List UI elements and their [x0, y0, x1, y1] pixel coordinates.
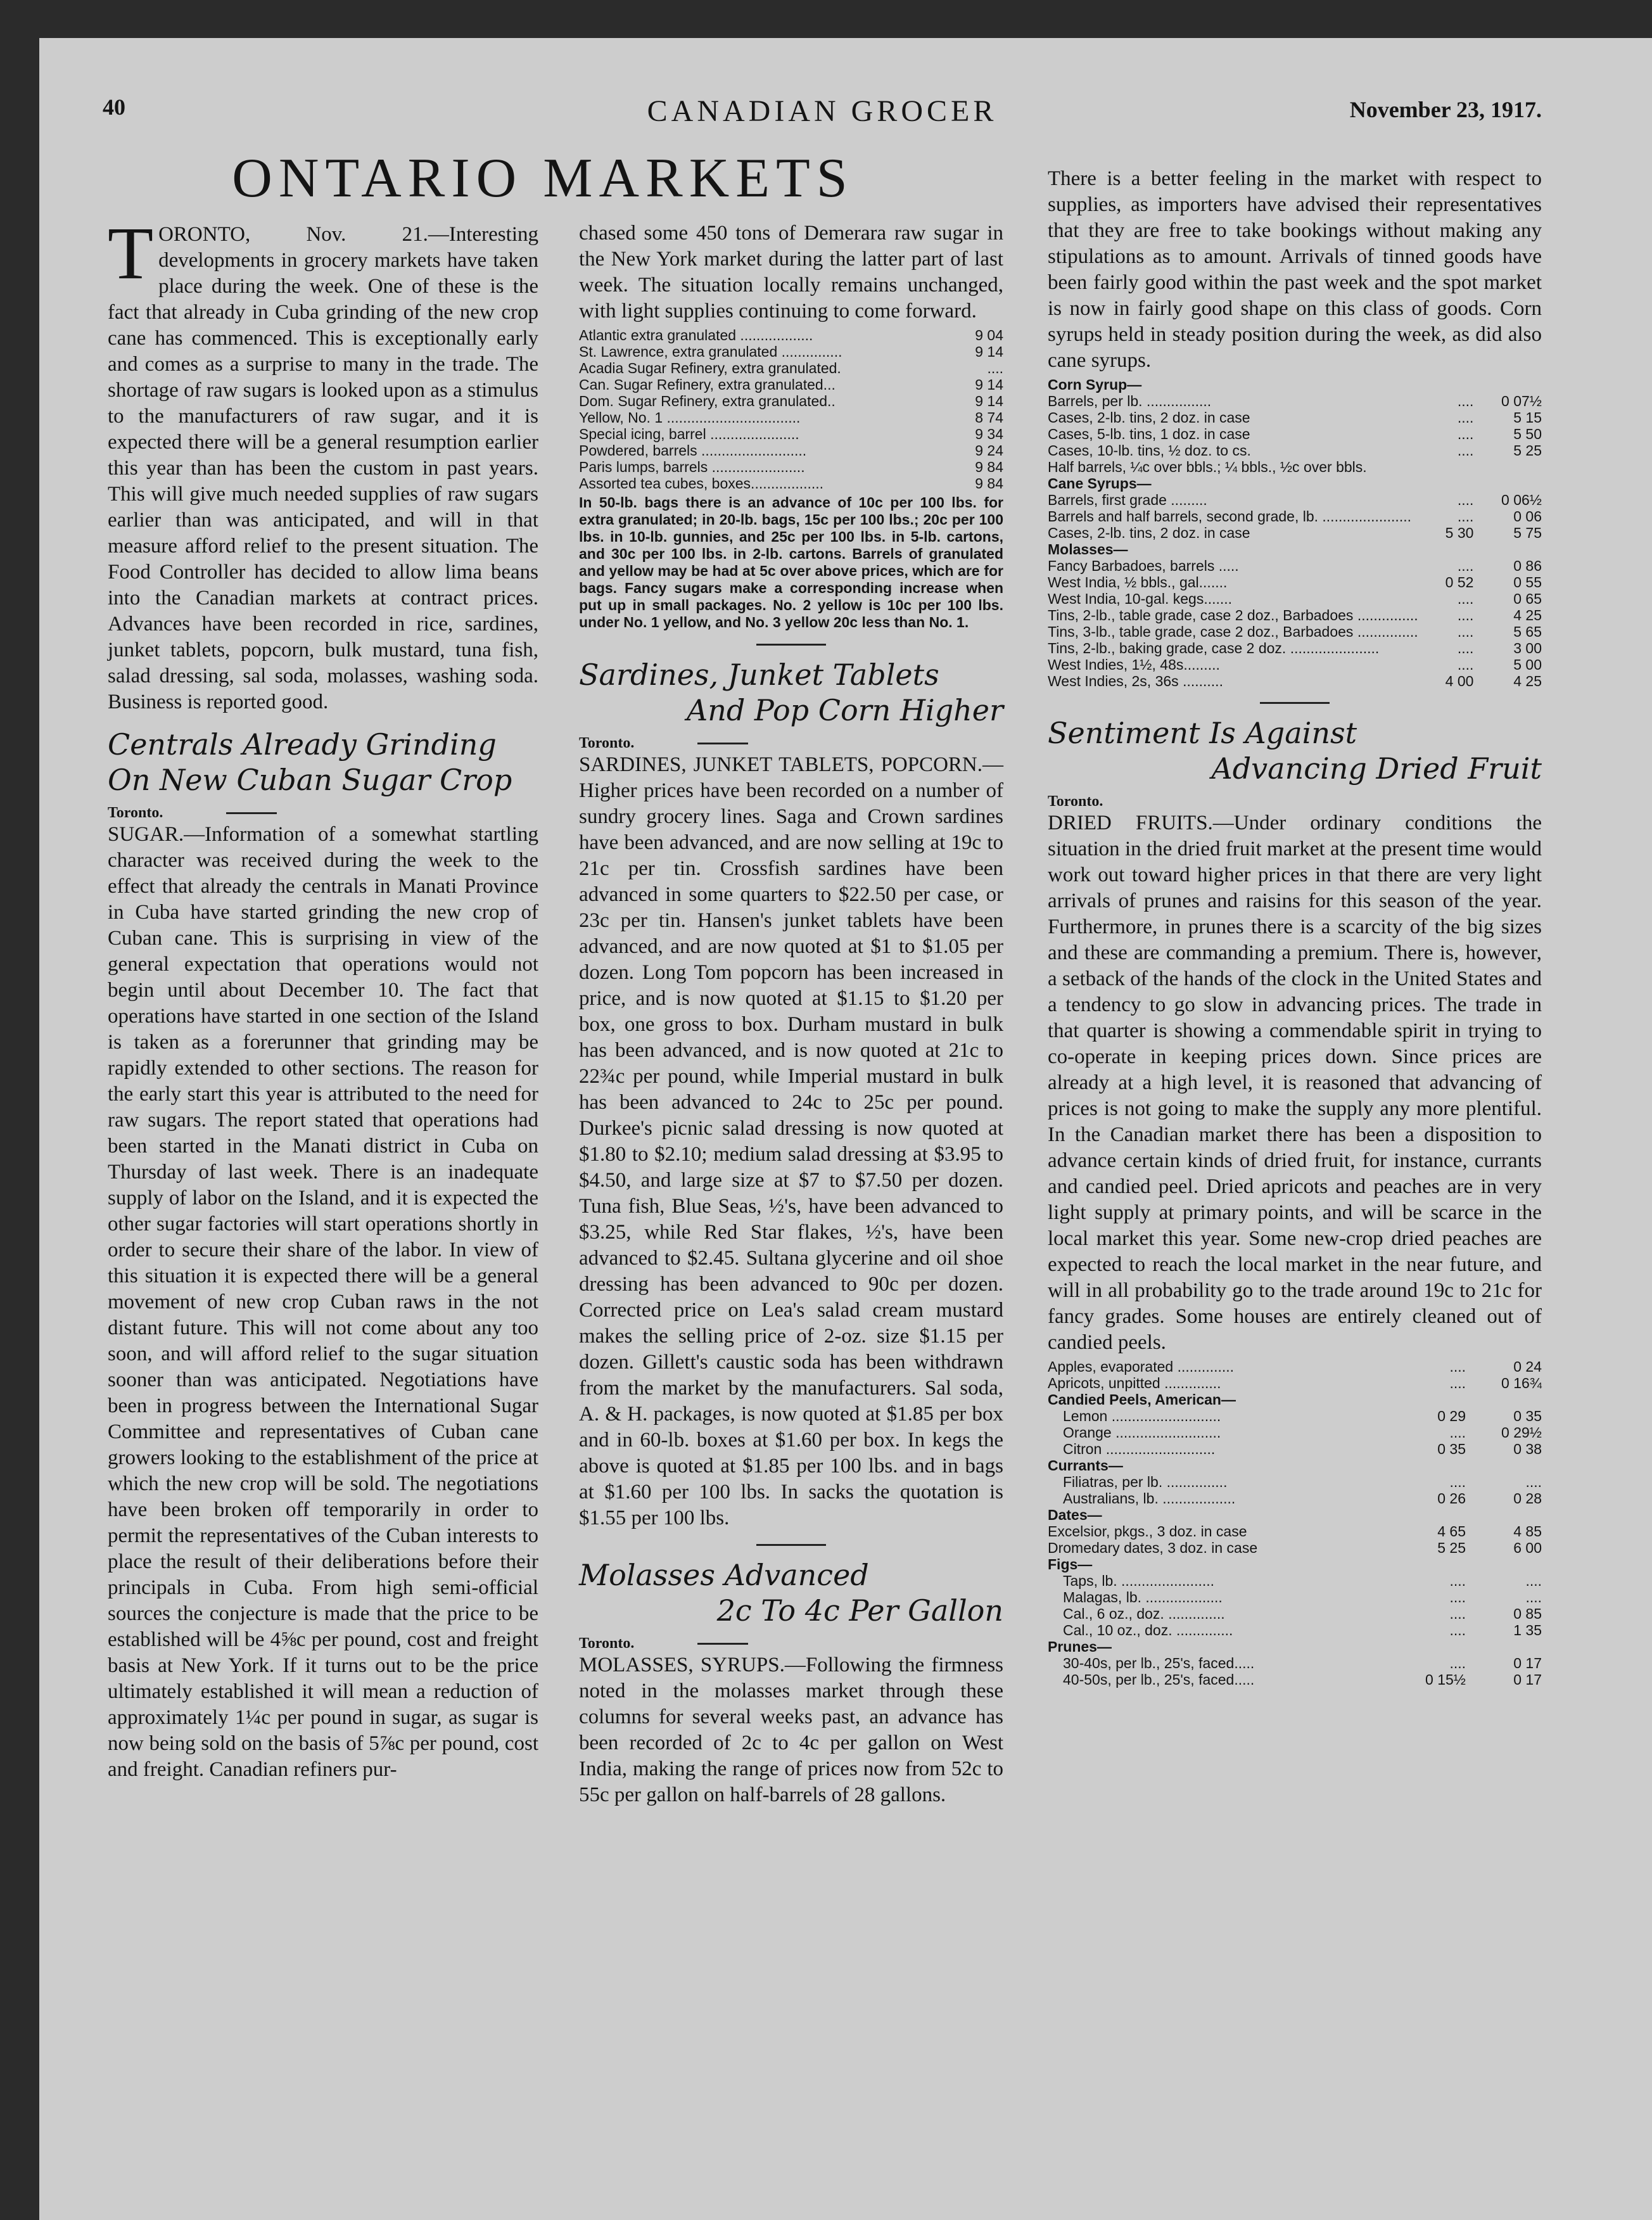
sardines-heading	[579, 657, 1003, 728]
sugar-note: In 50-lb. bags there is an advance of 10c per 100 lbs. for extra granulated; in 20-lb. bags, 15c per 100 lbs.; 20c per 100 lbs. in 10-lb. gunnies, and 25c per 100 lbs. in 5-lb. cartons, and 30c per 100 lbs. in 2-lb. cartons. Barrels of granulated and yellow may be had at 5c over above prices, which are for bags. Fancy sugars make a corresponding increase when put up in small packages. No. 2 yellow is 10c per 100 lbs. under No. 1 yellow, and No. 3 yellow 20c less than No. 1.	[579, 494, 1003, 630]
price-row	[1048, 607, 1542, 623]
price-row	[579, 376, 1003, 393]
price-row	[1048, 673, 1542, 689]
price-row	[579, 459, 1003, 475]
price-row	[1048, 525, 1542, 541]
sugar-text-1: SUGAR.—Information of a somewhat startling character was received during the week to the effect that already the centrals in Manati Province in Cuba have started grinding the new crop of Cuban cane. This is surprising in view of the general expectation that operations would not begin until about December 10. The fact that operations have started in one section of the Island is taken as a forerunner that grinding may be rapidly extended to other sections. The reason for the early start this year is attributed to the need for raw sugars. The report stated that operations had been started in the Manati district in Cuba on Thursday of last week. There is an inadequate supply of labor on the Island, and it is expected the other sugar factories will start operations shortly in order to secure their share of the labor. In view of this situation it is expected there will be a general movement of new crop Cuban raws in the not distant future. This will not come about any too soon, and will afford relief to the sugar situation sooner than was anticipated. Negotiations have been in progress between the International Sugar Committee and representatives of Cuban cane growers looking to the establishment of the price at which the new crop will be sold. The negotiations have been broken off temporarily in order to permit the representatives of the Cuban interests to place the result of their deliberations before their principals in Cuba. From high semi-official sources the conjecture is made that the price to be established will be 4⅝c per pound, cost and freight basis at New York. If it turns out to be the price ultimately established it will mean a reduction of approximately 1¼c per pound in sugar, as sugar is now being sold on the basis of 5⅞c per pound, cost and freight. Canadian refiners pur-	[108, 823, 538, 1781]
drop-cap: T	[108, 212, 154, 295]
price-item: Apricots, unpitted ..............	[1048, 1375, 1221, 1391]
price-row	[1048, 1490, 1542, 1507]
price-row	[1048, 1589, 1542, 1605]
price-high: 0 55	[1513, 574, 1542, 590]
dateline-text: Toronto.	[1048, 793, 1103, 810]
price-value: ....	[987, 360, 1003, 376]
price-low: 5 30	[1445, 525, 1474, 541]
sugar-price-table	[579, 327, 1003, 492]
price-row	[1048, 508, 1542, 525]
price-low: ....	[1449, 1655, 1466, 1671]
price-high	[1473, 475, 1542, 492]
price-item: West Indies, 1½, 48s.........	[1048, 656, 1220, 673]
price-high: 5 50	[1513, 426, 1542, 442]
column-1	[108, 212, 538, 1785]
price-row	[1048, 623, 1542, 640]
price-low	[1402, 1391, 1466, 1408]
price-row	[1048, 475, 1542, 492]
price-value: 9 84	[975, 475, 1003, 492]
price-high	[1473, 541, 1542, 558]
dateline-text: Toronto.	[108, 805, 163, 821]
price-row	[1048, 442, 1542, 459]
price-row	[579, 475, 1003, 492]
price-row	[1048, 1638, 1542, 1655]
price-row	[1048, 1441, 1542, 1457]
price-high	[1466, 1556, 1542, 1572]
price-item: Cal., 6 oz., doz. ..............	[1063, 1605, 1225, 1622]
price-high: 4 85	[1513, 1523, 1542, 1540]
price-row	[1048, 558, 1542, 574]
price-row	[1048, 1605, 1542, 1622]
price-item: Dom. Sugar Refinery, extra granulated..	[579, 393, 836, 409]
price-item: Yellow, No. 1 .................................	[579, 409, 801, 426]
price-item: Tins, 2-lb., baking grade, case 2 doz. ......................	[1048, 640, 1380, 656]
dried-heading	[1048, 715, 1542, 786]
price-low	[1418, 376, 1474, 393]
price-high: 0 06	[1513, 508, 1542, 525]
dried-dateline	[1048, 793, 1542, 810]
price-high: 0 17	[1513, 1655, 1542, 1671]
price-item: Prunes—	[1048, 1638, 1112, 1655]
price-low: 4 65	[1437, 1523, 1466, 1540]
price-row	[1048, 1424, 1542, 1441]
price-high: 5 25	[1513, 442, 1542, 459]
price-item: Candied Peels, American—	[1048, 1391, 1236, 1408]
price-low	[1402, 1556, 1466, 1572]
page-headline: ONTARIO MARKETS	[232, 148, 854, 209]
intro-text: ORONTO, Nov. 21.—Interesting developments in grocery markets have taken place during the week. One of these is the fact that already in Cuba grinding of the new crop cane has commenced. This is exceptionally early and comes as a surprise to many in the trade. The shortage of raw sugars is looked upon as a stimulus to the manufacturers of raw sugar, and it is expected there will be a general resumption earlier this year than has been the custom in past years. This will give much needed supplies of raw sugars earlier than was anticipated, and will in that measure afford relief to the present situation. The Food Controller has decided to allow lima beans into the Canadian markets at contract prices. Advances have been recorded in rice, sardines, junket tablets, popcorn, bulk mustard, tuna fish, salad dressing, sal soda, molasses, washing soda. Business is reported good.	[108, 223, 538, 713]
price-item: Fancy Barbadoes, barrels .....	[1048, 558, 1239, 574]
price-item: Tins, 3-lb., table grade, case 2 doz., Barbadoes ...............	[1048, 623, 1418, 640]
price-high: 0 65	[1513, 590, 1542, 607]
price-item: Assorted tea cubes, boxes..................	[579, 475, 824, 492]
price-item: Barrels and half barrels, second grade, lb. ......................	[1048, 508, 1411, 525]
price-low: ....	[1449, 1605, 1466, 1622]
price-row	[1048, 459, 1542, 475]
price-item: Dates—	[1048, 1507, 1102, 1523]
dried-text: DRIED FRUITS.—Under ordinary conditions the situation in the dried fruit market at the present time would work out toward higher prices in that there are very light arrivals of prunes and raisins for this season of the year. Furthermore, in prunes there is a scarcity of the big sizes and these are commanding a premium. There is, however, a setback of the hands of the clock in the United States and a tendency to go slow in advancing prices. The trade in that quarter is showing a commendable spirit in trying to co-operate in keeping prices down. Since prices are already at a high level, it is reasoned that advancing of prices is not going to make the supply any more plentiful. In the Canadian market there has been a disposition to advance certain kinds of dried fruit, for instance, currants and candied peel. Dried apricots and peaches are in very light supply at primary points, and will be scarce in the local market this year. Some new-crop dried peaches are expected to reach the local market in the near future, and will in all probability go to the trade around 19c to 21c for fancy grades. Some houses are entirely cleaned out of candied peels.	[1048, 812, 1542, 1354]
price-item: Barrels, per lb. ................	[1048, 393, 1212, 409]
price-value: 9 24	[975, 442, 1003, 459]
price-low: ....	[1457, 590, 1474, 607]
publication-title: CANADIAN GROCER	[647, 94, 998, 128]
price-item: West India, 10-gal. kegs.......	[1048, 590, 1233, 607]
price-high	[1466, 1457, 1542, 1474]
price-low: 5 25	[1437, 1540, 1466, 1556]
section-divider	[756, 644, 826, 646]
price-row	[1048, 1474, 1542, 1490]
price-high: 0 24	[1513, 1358, 1542, 1375]
price-low	[1418, 541, 1474, 558]
price-item: Malagas, lb. ...................	[1063, 1589, 1223, 1605]
price-row	[1048, 574, 1542, 590]
price-row	[1048, 1523, 1542, 1540]
price-high: ....	[1525, 1474, 1542, 1490]
price-item: Cal., 10 oz., doz. ..............	[1063, 1622, 1233, 1638]
price-low: ....	[1449, 1474, 1466, 1490]
sugar-dateline	[108, 804, 538, 822]
price-high: 3 00	[1513, 640, 1542, 656]
price-row	[1048, 1655, 1542, 1671]
dateline-rule	[697, 743, 748, 744]
price-item: Orange ..........................	[1063, 1424, 1221, 1441]
sugar-heading	[108, 727, 538, 798]
price-row	[1048, 1408, 1542, 1424]
price-item: St. Lawrence, extra granulated ...............	[579, 343, 842, 360]
price-low	[1418, 475, 1474, 492]
price-low: ....	[1457, 558, 1474, 574]
price-low: 4 00	[1445, 673, 1474, 689]
price-value: 9 14	[975, 376, 1003, 393]
price-row	[1048, 376, 1542, 393]
price-high: 5 65	[1513, 623, 1542, 640]
price-low: ....	[1449, 1375, 1466, 1391]
price-item: 30-40s, per lb., 25's, faced.....	[1063, 1655, 1255, 1671]
price-row	[1048, 1358, 1542, 1375]
price-high: 0 17	[1513, 1671, 1542, 1688]
molasses-dateline	[579, 1635, 1003, 1652]
price-row	[1048, 541, 1542, 558]
price-high: 4 25	[1513, 673, 1542, 689]
price-high: 0 07½	[1501, 393, 1542, 409]
price-value: 9 34	[975, 426, 1003, 442]
price-row	[1048, 393, 1542, 409]
page-number: 40	[103, 94, 125, 120]
price-low	[1402, 1638, 1466, 1655]
price-row	[579, 343, 1003, 360]
price-row	[579, 360, 1003, 376]
dateline-rule	[697, 1643, 748, 1645]
price-item: Cases, 5-lb. tins, 1 doz. in case	[1048, 426, 1250, 442]
price-low: ....	[1457, 393, 1474, 409]
price-low: ....	[1457, 656, 1474, 673]
sugar-text-2: chased some 450 tons of Demerara raw sugar in the New York market during the latter part of last week. The situation locally remains unchanged, with light supplies continuing to come forward.	[579, 222, 1003, 322]
price-value: 9 14	[975, 393, 1003, 409]
price-item: Cases, 2-lb. tins, 2 doz. in case	[1048, 409, 1250, 426]
price-high: 0 85	[1513, 1605, 1542, 1622]
price-high: 5 15	[1513, 409, 1542, 426]
price-high: ....	[1525, 1572, 1542, 1589]
price-row	[1048, 426, 1542, 442]
price-item: Tins, 2-lb., table grade, case 2 doz., Barbadoes ...............	[1048, 607, 1418, 623]
price-high: 1 35	[1513, 1622, 1542, 1638]
price-high: ....	[1525, 1589, 1542, 1605]
price-row	[1048, 409, 1542, 426]
syrup-price-table	[1048, 376, 1542, 689]
price-value: 9 14	[975, 343, 1003, 360]
price-high: 5 00	[1513, 656, 1542, 673]
price-value: 9 04	[975, 327, 1003, 343]
price-item: Cases, 2-lb. tins, 2 doz. in case	[1048, 525, 1250, 541]
price-low: ....	[1457, 492, 1474, 508]
molasses-text: MOLASSES, SYRUPS.—Following the firmness noted in the molasses market through these columns for several weeks past, an advance has been recorded of 2c to 4c per gallon on West India, making the range of prices now from 52c to 55c per gallon on half-barrels of 28 gallons.	[579, 1654, 1003, 1806]
section-divider	[756, 1544, 826, 1546]
price-row	[1048, 656, 1542, 673]
sardines-heading-line-2: And Pop Corn Higher	[686, 693, 1003, 727]
price-row	[1048, 1457, 1542, 1474]
price-high: 5 75	[1513, 525, 1542, 541]
price-item: Taps, lb. .......................	[1063, 1572, 1215, 1589]
price-high: 0 86	[1513, 558, 1542, 574]
price-item: Corn Syrup—	[1048, 376, 1142, 393]
page-header	[103, 94, 1542, 138]
price-high: 0 28	[1513, 1490, 1542, 1507]
dateline-text: Toronto.	[579, 1635, 635, 1652]
price-row	[579, 393, 1003, 409]
sugar-heading-line-2: On New Cuban Sugar Crop	[108, 763, 512, 797]
price-high: 0 16¾	[1501, 1375, 1542, 1391]
newspaper-page	[39, 38, 1652, 2220]
price-low: 0 15½	[1425, 1671, 1466, 1688]
price-high	[1473, 376, 1542, 393]
section-divider	[1260, 702, 1330, 704]
price-item: West India, ½ bbls., gal.......	[1048, 574, 1228, 590]
price-low: 0 26	[1437, 1490, 1466, 1507]
price-item: Australians, lb. ..................	[1063, 1490, 1236, 1507]
price-item: Apples, evaporated ..............	[1048, 1358, 1235, 1375]
price-item: 40-50s, per lb., 25's, faced.....	[1063, 1671, 1255, 1688]
price-row	[579, 409, 1003, 426]
price-row	[579, 426, 1003, 442]
price-item: Dromedary dates, 3 doz. in case	[1048, 1540, 1258, 1556]
price-low: ....	[1449, 1572, 1466, 1589]
price-item: West Indies, 2s, 36s ..........	[1048, 673, 1223, 689]
sardines-dateline	[579, 734, 1003, 752]
price-row	[1048, 1622, 1542, 1638]
price-low: ....	[1457, 607, 1474, 623]
molasses-heading	[579, 1557, 1003, 1628]
molasses-text-2: There is a better feeling in the market with respect to supplies, as importers have advised their representatives that they are free to take bookings without making any stipulations as to amount. Arrivals of tinned goods have been fairly good within the past week and the spot market is now in fairly good shape on this class of goods. Corn syrups held in steady position during the week, as did also cane syrups.	[1048, 167, 1542, 372]
dateline-rule	[226, 812, 277, 814]
price-low: ....	[1449, 1589, 1466, 1605]
price-low: ....	[1457, 426, 1474, 442]
price-high: 0 29½	[1501, 1424, 1542, 1441]
price-item: Filiatras, per lb. ...............	[1063, 1474, 1228, 1490]
price-value: 9 84	[975, 459, 1003, 475]
price-high: 0 06½	[1501, 492, 1542, 508]
price-row	[1048, 1556, 1542, 1572]
price-item: Cases, 10-lb. tins, ½ doz. to cs.	[1048, 442, 1251, 459]
dried-heading-line-1: Sentiment Is Against	[1048, 716, 1357, 750]
price-low: 0 35	[1437, 1441, 1466, 1457]
price-low: ....	[1457, 409, 1474, 426]
price-low: ....	[1449, 1424, 1466, 1441]
price-item: Paris lumps, barrels .......................	[579, 459, 805, 475]
price-item: Cane Syrups—	[1048, 475, 1152, 492]
price-low: ....	[1457, 640, 1474, 656]
issue-date: November 23, 1917.	[1349, 97, 1542, 122]
price-row	[1048, 1671, 1542, 1688]
price-high: 4 25	[1513, 607, 1542, 623]
dried-heading-line-2: Advancing Dried Fruit	[1211, 751, 1542, 786]
molasses-heading-line-2: 2c To 4c Per Gallon	[716, 1593, 1003, 1628]
price-row	[1048, 590, 1542, 607]
price-row	[579, 327, 1003, 343]
sugar-heading-line-1: Centrals Already Grinding	[108, 727, 497, 762]
price-item: Special icing, barrel ......................	[579, 426, 799, 442]
price-row	[1048, 1375, 1542, 1391]
price-row	[1048, 1572, 1542, 1589]
price-low: ....	[1449, 1358, 1466, 1375]
price-high	[1466, 1507, 1542, 1523]
price-item: Molasses—	[1048, 541, 1128, 558]
price-item: Figs—	[1048, 1556, 1093, 1572]
column-2	[579, 220, 1003, 1811]
sardines-text: SARDINES, JUNKET TABLETS, POPCORN.—Higher prices have been recorded on a number of sundry grocery lines. Saga and Crown sardines have been advanced, and are now selling at 19c to 21c per tin. Crossfish sardines have been advanced in some quarters to $22.50 per case, or 23c per tin. Hansen's junket tablets have been advanced, and are now quoted at $1 to $1.05 per dozen. Long Tom popcorn has been increased in price, and is now quoted at $1.15 to $1.20 per box, one gross to box. Durham mustard in bulk has been advanced, and is now quoted at 21c to 22¾c per pound, while Imperial mustard in bulk has been advanced to 24c to 25c per pound. Durkee's picnic salad dressing is now quoted at $1.80 to $2.10; medium salad dressing at $3.95 to $4.50, and large size at $7 to $7.50 per dozen. Tuna fish, Blue Seas, ½'s, have been advanced to $3.25, while Red Star flakes, ½'s, have been advanced to $2.45. Sultana glycerine and oil shoe dressing has been advanced to 90c per dozen. Corrected price on Lea's salad cream mustard makes the selling price of 2-oz. size $1.15 per dozen. Gillett's caustic soda has been withdrawn from the market by the manufacturers. Sal soda, A. & H. packages, is now quoted at $1.85 per box and in 60-lb. boxes at $1.60 per box. In kegs the above is quoted at $1.85 per 100 lbs. and in bags at $1.60 per 100 lbs. In sacks the quotation is $1.55 per 100 lbs.	[579, 753, 1003, 1529]
intro-paragraph	[108, 212, 538, 715]
price-high: 0 38	[1513, 1441, 1542, 1457]
price-item: Excelsior, pkgs., 3 doz. in case	[1048, 1523, 1247, 1540]
price-item: Half barrels, ¼c over bbls.; ¼ bbls., ½c over bbls.	[1048, 459, 1367, 475]
price-item: Currants—	[1048, 1457, 1123, 1474]
price-low: 0 29	[1437, 1408, 1466, 1424]
price-low: ....	[1457, 508, 1474, 525]
dried-fruit-price-table	[1048, 1358, 1542, 1688]
price-low: 0 52	[1445, 574, 1474, 590]
price-high	[1466, 1391, 1542, 1408]
price-value: 8 74	[975, 409, 1003, 426]
dateline-text: Toronto.	[579, 735, 635, 751]
price-row	[1048, 1507, 1542, 1523]
sardines-heading-line-1: Sardines, Junket Tablets	[579, 658, 939, 692]
price-high: 0 35	[1513, 1408, 1542, 1424]
price-item: Can. Sugar Refinery, extra granulated...	[579, 376, 836, 393]
price-row	[1048, 640, 1542, 656]
price-item: Lemon ...........................	[1063, 1408, 1221, 1424]
price-row	[579, 442, 1003, 459]
price-row	[1048, 492, 1542, 508]
price-low: ....	[1449, 1622, 1466, 1638]
price-high	[1466, 1638, 1542, 1655]
price-item: Atlantic extra granulated ..................	[579, 327, 813, 343]
price-row	[1048, 1391, 1542, 1408]
price-row	[1048, 1540, 1542, 1556]
price-low: ....	[1457, 442, 1474, 459]
price-high: 6 00	[1513, 1540, 1542, 1556]
price-low	[1402, 1507, 1466, 1523]
price-item: Barrels, first grade .........	[1048, 492, 1207, 508]
price-item: Acadia Sugar Refinery, extra granulated.	[579, 360, 841, 376]
price-item: Citron ...........................	[1063, 1441, 1216, 1457]
price-low	[1402, 1457, 1466, 1474]
molasses-heading-line-1: Molasses Advanced	[579, 1558, 869, 1592]
price-low: ....	[1457, 623, 1474, 640]
column-3	[1048, 166, 1542, 1688]
price-item: Powdered, barrels ..........................	[579, 442, 807, 459]
